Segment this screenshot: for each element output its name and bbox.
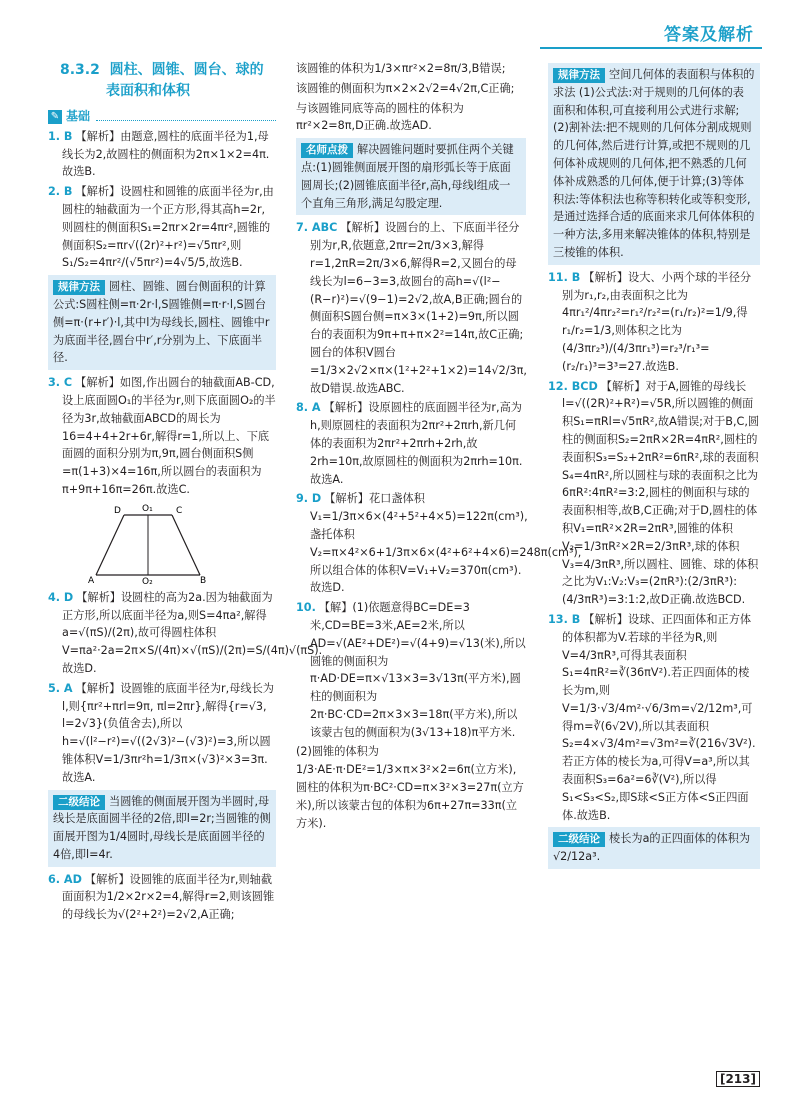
note-tag: 规律方法 (553, 68, 605, 83)
answer-number: 1. B (48, 129, 73, 143)
section-title (60, 60, 276, 102)
note-text: 解决圆锥问题时要抓住两个关键点:(1)圆锥侧面展开图的扇形弧长等于底面圆周长;(2)圆锥底面半径r,高h,母线l组成一个直角三角形,满足勾股定理. (301, 143, 514, 210)
header-rule (540, 47, 762, 49)
basic-heading (48, 108, 276, 126)
tip-note (296, 138, 526, 215)
label-o1: O₁ (142, 503, 153, 514)
answer-item (296, 490, 582, 597)
answer-continuation: 该圆锥的侧面积为π×2×2√2=4√2π,C正确; (296, 81, 515, 95)
answer-text: 【解析】设圆锥的底面半径为r,则轴截面面积为1/2×2r×2=4,解得r=2,则该圆锥的母线长为√(2²+2²)=2√2,A正确; (62, 872, 275, 922)
header-title: 答案及解析 (664, 25, 754, 45)
conclusion-note (48, 790, 276, 867)
answer-item (296, 599, 526, 741)
answer-item (548, 611, 760, 825)
answer-number: 5. A (48, 681, 73, 695)
answer-item (296, 219, 526, 397)
page-number: [213] (716, 1071, 760, 1087)
note-tag: 二级结论 (53, 795, 105, 810)
note-text: 棱长为a的正四面体的体积为√2/12a³. (553, 832, 751, 864)
note-tag: 名师点拨 (301, 143, 353, 158)
answer-item (296, 399, 526, 488)
edge-da (96, 515, 124, 575)
answer-number: 12. BCD (548, 379, 598, 393)
label-d: D (114, 505, 121, 516)
answer-item (48, 183, 276, 272)
conclusion-note (548, 827, 760, 869)
label-a: A (88, 575, 95, 585)
label-c: C (176, 505, 183, 516)
answer-number: 2. B (48, 185, 73, 199)
note-tag: 二级结论 (553, 832, 605, 847)
note-text: 当圆锥的侧面展开图为半圆时,母线长是底面圆半径的2倍,即l=2r;当圆锥的侧面展开图为1/4圆时,母线长是底面圆半径的4倍,即l=4r. (53, 794, 271, 861)
section-title-line1: 圆柱、圆锥、圆台、球的 (109, 62, 264, 78)
answer-continuation: 与该圆锥同底等高的圆柱的体积为πr²×2=8π,D正确.故选AD. (296, 101, 464, 133)
answer-item (548, 269, 760, 376)
basic-label: 基础 (66, 109, 91, 123)
answer-continuation: 该圆锥的体积为1/3×πr²×2=8π/3,B错误; (296, 62, 506, 75)
answer-text: 【解析】设圆柱的高为2a.因为轴截面为正方形,所以底面半径为a,则S=4πa²,解得a=√(πS)/(2π),故可得圆柱体积V=πa²·2a=2π×S/(4π)×√(πS)/(2π)=S/(4π)√(πS).故选D. (62, 590, 323, 675)
answer-text: 【解析】设圆台的上、下底面半径分别为r,R,依题意,2πr=2π/3×3,解得r=1,2πR=2π/3×6,解得R=2,又圆台的母线长为l=6−3=3,故圆台的高h=√(l²−(R−r)²)=√(9−1)=2√2,故A,B正确;圆台的侧面积S圆台侧=π×3×(1+2)=9π,所以圆台的表面积为9π+π+π×2²=14π,故C正确;圆台的体积V圆台=1/3×2√2×π×(1²+2²+1×2)=14√2/3π,故D错误.故选ABC. (310, 221, 527, 395)
answer-text: 【解析】如图,作出圆台的轴截面AB-CD,设上底面圆O₁的半径为r,则下底面圆O₂的半径为3r,故轴截面ABCD的周长为16=4+4+2r+6r,解得r=1,所以上、下底面圆的面积分别为π,9π,圆台侧面积S侧=π(1+3)×4=16π,所以圆台的表面积为π+9π+16π=26π.故选C. (62, 376, 276, 496)
method-note (548, 63, 760, 265)
note-text: 圆柱、圆锥、圆台侧面积的计算公式:S圆柱侧=π·2r·l,S圆锥侧=π·r·l,S圆台侧=π·(r+r′)·l,其中l为母线长,圆柱、圆锥中r为底面半径,圆台中r′,r分别为上、下底面半径. (53, 280, 270, 365)
edge-cb (172, 515, 200, 575)
section-number: 8.3.2 (60, 62, 100, 78)
note-text: 空间几何体的表面积与体积的求法 (1)公式法:对于规则的几何体的表面积和体积,可直接利用公式进行求解;(2)割补法:把不规则的几何体分割成规则的几何体,然后进行计算,或把不规则的几何体补成规则的几何体,把不熟悉的几何体补成熟悉的几何体,便于计算;(3)等体积法:等体积法也称等积转化或等积变形,是通过选择合适的底面来求几何体体积的一种方法,多用来解决锥体的体积,特别是三棱锥的体积. (553, 68, 755, 259)
answer-text: 【解析】设圆锥的底面半径为r,母线长为l,则{πr²+πrl=9π, πl=2πr},解得{r=√3, l=2√3}(负值舍去),所以h=√(l²−r²)=√((2√3)²−(√3)²)=3,所以圆锥体积V=1/3πr²h=1/3π×(√3)²×3=3π.故选A. (62, 681, 274, 784)
answer-continuation: (2)圆锥的体积为1/3·AE·π·DE²=1/3×π×3²×2=6π(立方米),圆柱的体积为π·BC²·CD=π×3²×3=27π(立方米),所以该蒙古包的体积为6π+27π=33π(立方米). (296, 745, 524, 830)
answer-item (48, 871, 276, 924)
answer-number: 13. B (548, 612, 581, 626)
answer-item (48, 680, 276, 787)
label-b: B (200, 575, 207, 585)
answer-number: 10. (296, 601, 316, 615)
answer-item (48, 128, 276, 181)
answer-text: 【解析】花口盏体积V₁=1/3π×6×(4²+5²+4×5)=122π(cm³),盏托体积V₂=π×4²×6+1/3π×6×(4²+6²+4×6)=248π(cm³),所以组合体的体积V=V₁+V₂=370π(cm³).故选D. (310, 492, 582, 595)
answer-number: 9. D (296, 492, 322, 506)
answer-number: 8. A (296, 401, 321, 415)
section-title-line2: 表面积和体积 (106, 83, 190, 99)
answer-text: 【解析】设球、正四面体和正方体的体积都为V.若球的半径为R,则V=4/3πR³,可得其表面积S₁=4πR²=∛(36πV²).若正四面体的棱长为m,则V=1/3·√3/4m²·√6/3m=√2/12m³,可得m=∛(6√2V),所以其表面积S₂=4×√3/4m²=√3m²=∛(216√3V²).若正方体的棱长为a,可得V=a³,所以其表面积S₃=6a²=6∛(V²),所以得S₁<S₃<S₂,即S球<S正方体<S正四面体.故选B. (562, 612, 756, 822)
answer-number: 4. D (48, 590, 74, 604)
label-o2: O₂ (142, 576, 153, 585)
page-header (0, 0, 800, 58)
answer-number: 7. ABC (296, 221, 338, 235)
answer-text: 【解析】设原圆柱的底面圆半径为r,高为h,则原圆柱的表面积为2πr²+2πrh,新几何体的表面积为2πr²+2πrh+2rh,故2rh=10π,故原圆柱的侧面积为2πrh=10π.故选A. (310, 401, 523, 486)
method-note (48, 275, 276, 370)
answer-text: 【解析】对于A,圆锥的母线长l=√((2R)²+R²)=√5R,所以圆锥的侧面积S₁=πRl=√5πR²,故A错误;对于B,C,圆柱的侧面积S₂=2πR×2R=4πR²,圆柱的表面积S₃=S₂+2πR²=6πR²,球的表面积S₄=4πR²,所以圆柱与球的表面积之比为6πR²:4πR²=3:2,圆柱的侧面积与球的表面积相等,故B,C正确;对于D,圆柱的体积V₁=πR²×2R=2πR³,圆锥的体积V₂=1/3πR²×2R=2/3πR³,球的体积V₃=4/3πR³,所以圆柱、圆锥、球的体积之比为V₁:V₂:V₃=(2πR³):(2/3πR³):(4/3πR³)=3:1:2,故D正确.故选BCD. (562, 379, 760, 607)
brush-icon: ✎ (48, 110, 62, 124)
divider (96, 112, 276, 121)
answer-text: 【解析】设大、小两个球的半径分别为r₁,r₂,由表面积之比为4πr₁²/4πr₂²=r₁²/r₂²=(r₁/r₂)²=1/9,得r₁/r₂=1/3,则体积之比为(4/3πr₂³)/(4/3πr₁³)=r₂³/r₁³=(r₂/r₁)³=3³=27.故选B. (562, 270, 752, 373)
answer-text: 【解析】由题意,圆柱的底面半径为1,母线长为2,故圆柱的侧面积为2π×1×2=4π.故选B. (62, 129, 270, 179)
answer-number: 6. AD (48, 872, 82, 886)
note-tag: 规律方法 (53, 280, 105, 295)
answer-text: 【解析】设圆柱和圆锥的底面半径为r,由圆柱的轴截面为一个正方形,得其高h=2r,则圆柱的侧面积S₁=2πr×2r=4πr²,圆锥的侧面积S₂=πr√((2r)²+r²)=√5πr²,则S₁/S₂=4πr²/(√5πr²)=4√5/5,故选B. (62, 185, 274, 270)
answer-number: 11. B (548, 270, 581, 284)
frustum-cross-section-figure (88, 503, 208, 585)
answer-item (548, 378, 760, 609)
answer-number: 3. C (48, 376, 73, 390)
answer-item (48, 374, 276, 499)
answer-text: 【解】(1)依题意得BC=DE=3米,CD=BE=3米,AE=2米,所以AD=√(AE²+DE²)=√(4+9)=√13(米),所以圆锥的侧面积为π·AD·DE=π×√13×3=3√13π(平方米),圆柱的侧面积为2π·BC·CD=2π×3×3=18π(平方米),所以该蒙古包的侧面积为(3√13+18)π平方米. (310, 601, 526, 739)
column-3 (548, 60, 760, 873)
